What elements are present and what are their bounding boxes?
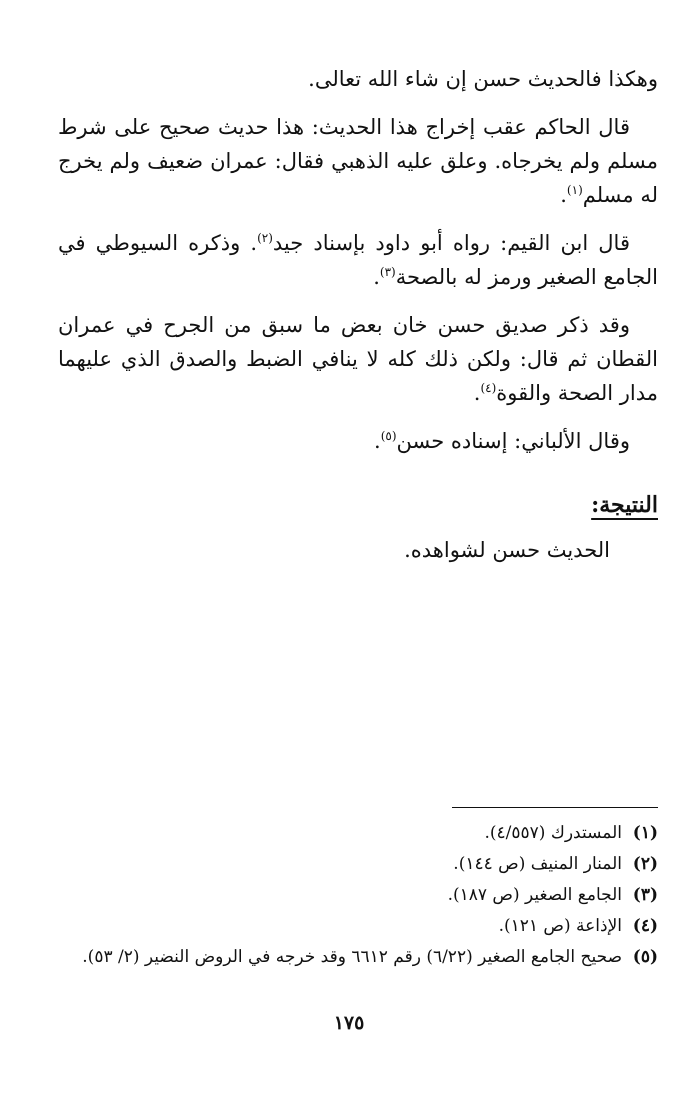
paragraph-1: [58, 62, 658, 96]
footnote-4: [36, 911, 658, 942]
footnote-text: الإذاعة (ص ١٢١).: [498, 916, 622, 936]
paragraph-3-tail2: .: [373, 265, 380, 289]
result-heading: النتيجة:: [591, 492, 658, 518]
page-number: ١٧٥: [333, 1012, 365, 1034]
footnote-number: (٢): [632, 854, 658, 874]
paragraph-3-tail: . وذكره السيوطي في الجامع الصغير ورمز له بالصحة: [58, 231, 658, 289]
footnote-ref-5[interactable]: (٥): [380, 429, 397, 443]
paragraph-2-text: قال الحاكم عقب إخراج هذا الحديث: هذا حديث صحيح على شرط مسلم ولم يخرجاه. وعلق عليه الذهبي فقال: عمران ضعيف ولم يخرج له مسلم: [58, 115, 658, 207]
paragraph-1-text: وهكذا فالحديث حسن إن شاء الله تعالى.: [308, 67, 658, 91]
paragraph-5: [58, 424, 658, 458]
paragraph-2-tail: .: [560, 183, 567, 207]
footnote-ref-3[interactable]: (٣): [379, 265, 396, 279]
paragraph-3: [58, 226, 658, 294]
footnote-number: (٣): [632, 885, 658, 905]
footnote-text: المستدرك (٤/٥٥٧).: [484, 823, 622, 843]
paragraph-3-text: قال ابن القيم: رواه أبو داود بإسناد جيد: [272, 231, 630, 255]
footnote-ref-2[interactable]: (٢): [257, 231, 273, 245]
footnote-1: [36, 818, 658, 849]
footnote-divider: [452, 807, 658, 808]
paragraph-5-text: وقال الألباني: إسناده حسن: [396, 429, 630, 453]
footnote-text: المنار المنيف (ص ١٤٤).: [453, 854, 622, 874]
footnote-text: الجامع الصغير (ص ١٨٧).: [447, 885, 622, 905]
paragraph-4: [58, 308, 658, 410]
paragraph-4-tail: .: [473, 381, 481, 405]
footnote-number: (٥): [632, 947, 658, 967]
paragraph-2: [58, 110, 658, 212]
footnotes: [36, 818, 658, 973]
footnote-5: [36, 942, 658, 973]
main-text: [58, 62, 658, 472]
footnote-3: [36, 880, 658, 911]
paragraph-5-tail: .: [374, 429, 381, 453]
footnote-ref-1[interactable]: (١): [566, 183, 583, 197]
footnote-ref-4[interactable]: (٤): [480, 381, 497, 395]
paragraph-4-text: وقد ذكر صديق حسن خان بعض ما سبق من الجرح في عمران القطان ثم قال: ولكن ذلك كله لا ينافي الضبط والصدق الذي عليهما مدار الصحة والقوة: [58, 313, 658, 405]
footnote-number: (١): [632, 823, 658, 843]
footnote-number: (٤): [632, 916, 658, 936]
footnote-text: صحيح الجامع الصغير (٦/٢٢) رقم ٦٦١٢ وقد خرجه في الروض النضير (٢/ ٥٣).: [82, 947, 622, 967]
result-text: الحديث حسن لشواهده.: [404, 538, 610, 562]
footnote-2: [36, 849, 658, 880]
